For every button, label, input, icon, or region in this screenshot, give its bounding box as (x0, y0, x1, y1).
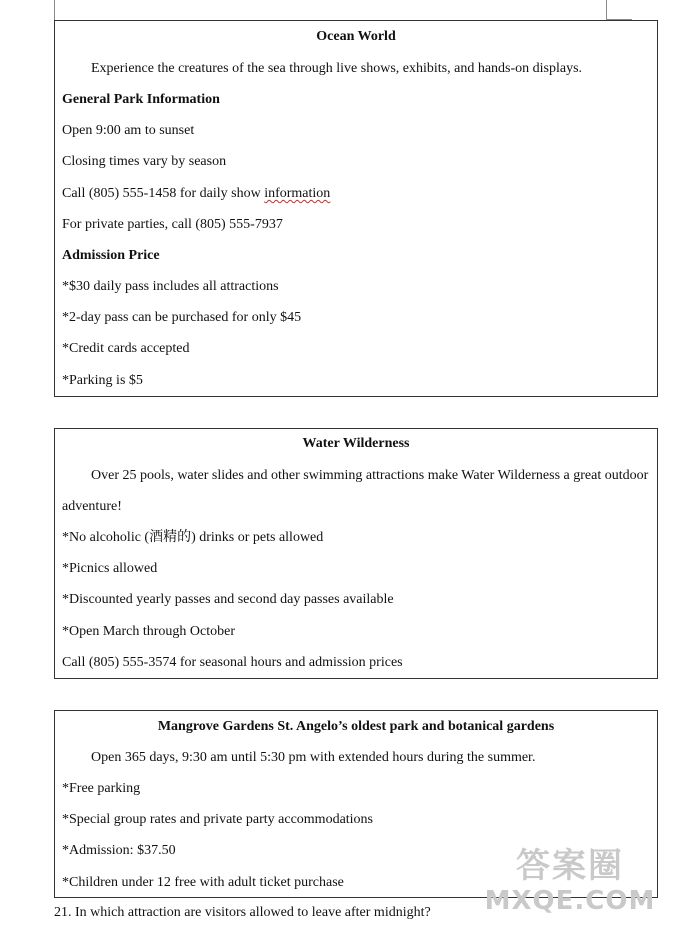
ocean-world-box (54, 20, 658, 397)
free-parking: *Free parking (62, 781, 141, 796)
general-info-heading: General Park Information (62, 92, 220, 107)
watermark-logo-text: 答案圈 (516, 846, 624, 886)
spellcheck-word: information (264, 186, 331, 201)
children-free: *Children under 12 free with adult ticket purchase (62, 875, 344, 890)
price-credit-cards: *Credit cards accepted (62, 341, 190, 356)
price-parking: *Parking is $5 (62, 373, 143, 388)
opening-hours: Open 9:00 am to sunset (62, 123, 195, 138)
water-wilderness-intro-line1: Over 25 pools, water slides and other swimming attractions make Water Wilderness a great outdoor (91, 468, 649, 483)
price-two-day-pass: *2-day pass can be purchased for only $45 (62, 310, 302, 325)
ocean-world-title: Ocean World (316, 29, 396, 44)
picnics-rule: *Picnics allowed (62, 561, 158, 576)
water-wilderness-intro-line2: adventure! (62, 499, 122, 514)
water-wilderness-title: Water Wilderness (302, 436, 410, 451)
site-watermark (480, 846, 660, 934)
watermark-domain: MXQE.COM (484, 886, 656, 916)
daily-show-phone-text: Call (805) 555-1458 for daily show (62, 186, 265, 201)
mangrove-gardens-title: Mangrove Gardens St. Angelo’s oldest park and botanical gardens (157, 719, 555, 734)
no-alcohol-rule: *No alcoholic (酒精的) drinks or pets allowed (62, 530, 324, 545)
mangrove-gardens-intro: Open 365 days, 9:30 am until 5:30 pm with extended hours during the summer. (91, 750, 536, 765)
daily-show-phone (62, 186, 330, 202)
admission-price: *Admission: $37.50 (62, 843, 176, 858)
question-21: 21. In which attraction are visitors allowed to leave after midnight? (54, 905, 431, 920)
private-party-phone: For private parties, call (805) 555-7937 (62, 217, 283, 232)
closing-times: Closing times vary by season (62, 154, 227, 169)
crop-mark-left (54, 0, 55, 20)
crop-mark-right (606, 0, 607, 20)
passes-info: *Discounted yearly passes and second day passes available (62, 592, 394, 607)
water-wilderness-box (54, 428, 658, 679)
ocean-world-intro: Experience the creatures of the sea through live shows, exhibits, and hands-on displays. (91, 61, 583, 76)
admission-heading: Admission Price (62, 248, 160, 263)
season-info: *Open March through October (62, 624, 236, 639)
water-wilderness-phone: Call (805) 555-3574 for seasonal hours and admission prices (62, 655, 403, 670)
price-daily-pass: *$30 daily pass includes all attractions (62, 279, 279, 294)
group-rates: *Special group rates and private party accommodations (62, 812, 374, 827)
